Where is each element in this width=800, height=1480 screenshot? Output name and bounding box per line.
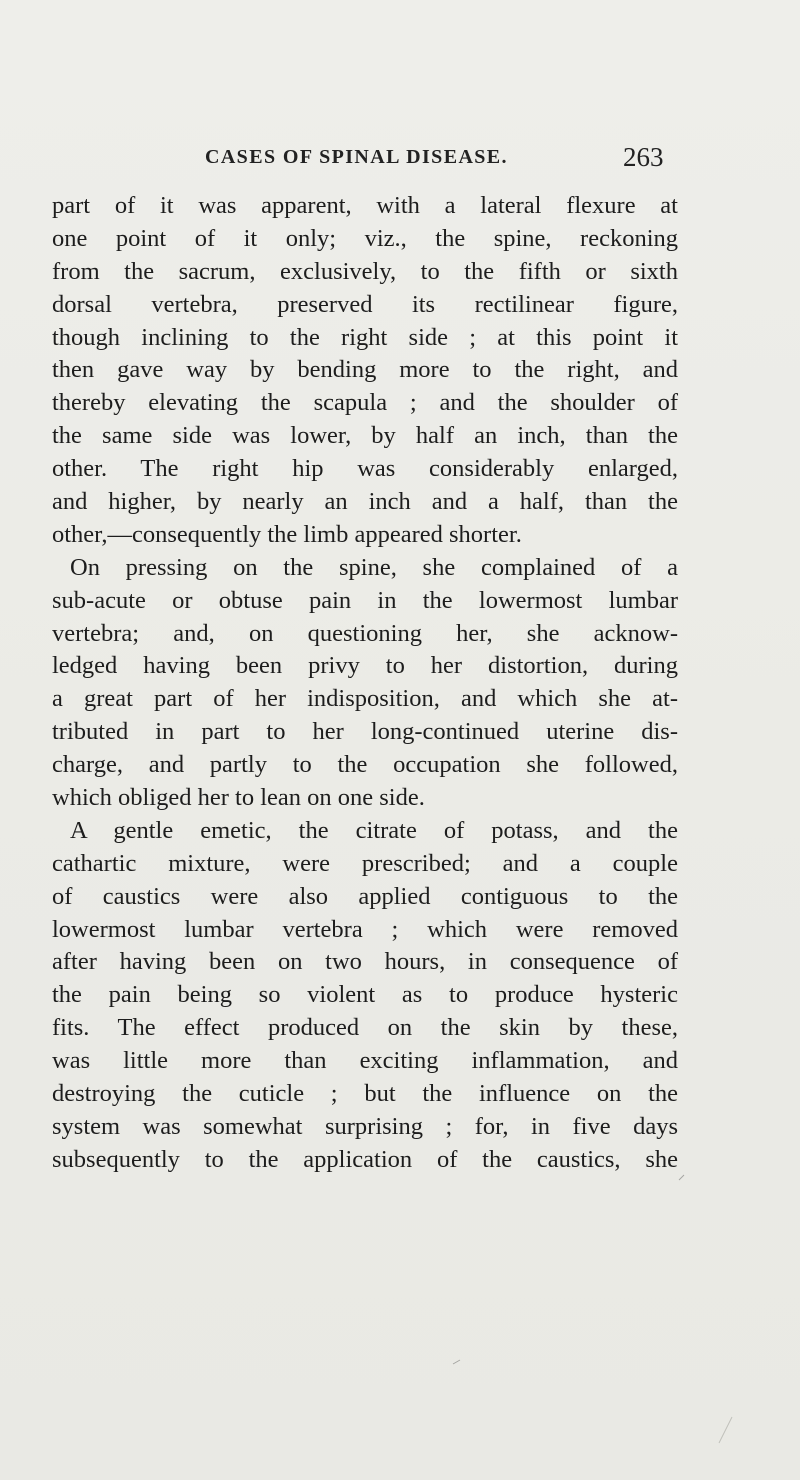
text-line: other. The right hip was considerably enlarged,	[52, 455, 678, 483]
text-line: of caustics were also applied contiguous to the	[52, 882, 678, 910]
text-line: dorsal vertebra, preserved its rectilinear figure,	[52, 290, 678, 318]
text-line: and higher, by nearly an inch and a half, than the	[52, 488, 678, 516]
text-line: vertebra; and, on questioning her, she acknow-	[52, 619, 678, 647]
text-line: destroying the cuticle ; but the influence on the	[52, 1080, 678, 1108]
text-line: tributed in part to her long-continued uterine dis-	[52, 718, 678, 746]
text-line: fits. The effect produced on the skin by these,	[52, 1014, 678, 1042]
page-number: 263	[623, 142, 664, 172]
paper-speck	[452, 1358, 462, 1366]
text-line: thereby elevating the scapula ; and the shoulder of	[52, 389, 678, 417]
text-line: other,—consequently the limb appeared shorter.	[52, 520, 522, 548]
text-line: a great part of her indisposition, and which she at-	[52, 685, 678, 713]
paper-speck	[678, 1174, 686, 1182]
text-line: system was somewhat surprising ; for, in five days	[52, 1112, 678, 1140]
running-head: CASES OF SPINAL DISEASE.	[205, 146, 508, 168]
text-line: sub-acute or obtuse pain in the lowermost lumbar	[52, 586, 678, 614]
text-line: On pressing on the spine, she complained of a	[70, 553, 678, 581]
text-line: part of it was apparent, with a lateral flexure at	[52, 192, 678, 219]
text-line: subsequently to the application of the caustics, she	[52, 1145, 678, 1173]
text-line: from the sacrum, exclusively, to the fifth or sixth	[52, 257, 678, 285]
text-line: cathartic mixture, were prescribed; and a couple	[52, 849, 678, 877]
text-line: one point of it only; viz., the spine, reckoning	[52, 224, 678, 252]
text-line: though inclining to the right side ; at this point it	[52, 323, 678, 351]
text-line: after having been on two hours, in consequence of	[52, 948, 678, 976]
text-line: the same side was lower, by half an inch, than the	[52, 422, 678, 450]
text-line: charge, and partly to the occupation she followed,	[52, 751, 678, 779]
text-line: the pain being so violent as to produce hysteric	[52, 981, 678, 1009]
text-line: then gave way by bending more to the right, and	[52, 356, 678, 384]
page-header	[0, 142, 800, 174]
text-line: ledged having been privy to her distortion, during	[52, 652, 678, 680]
text-line: which obliged her to lean on one side.	[52, 784, 425, 812]
paper-speck	[718, 1415, 734, 1445]
text-line: A gentle emetic, the citrate of potass, and the	[70, 816, 678, 844]
text-line: was little more than exciting inflammation, and	[52, 1047, 678, 1075]
text-line: lowermost lumbar vertebra ; which were removed	[52, 915, 678, 943]
body-text	[52, 190, 678, 1177]
